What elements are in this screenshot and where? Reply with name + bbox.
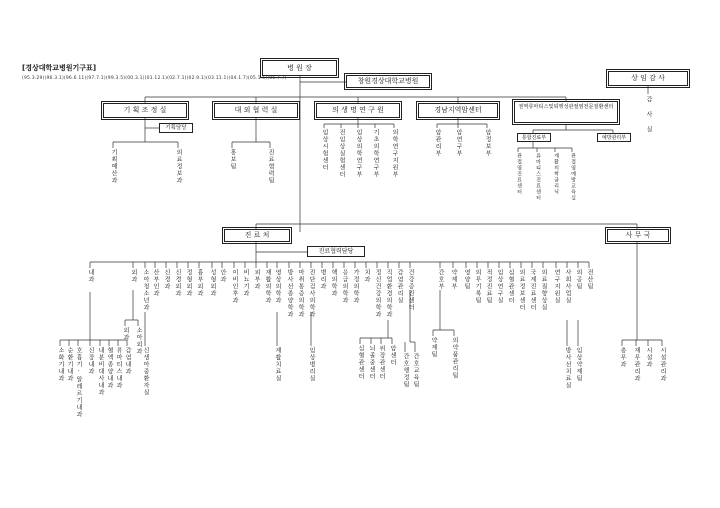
planning-child-1: 기획예산과 xyxy=(110,149,117,184)
dept-31: 의무기록팀 xyxy=(474,269,481,304)
dept-12: 비뇨기과 xyxy=(242,269,249,297)
prevention-box: 예방관리부 xyxy=(597,133,631,142)
dept-18: 진단검사의학과 xyxy=(308,269,315,318)
dept-29: 약제부 xyxy=(450,269,457,290)
dept-5: 신경과 xyxy=(163,269,170,290)
lab-sub: 임상병리실 xyxy=(308,347,315,382)
cancer-child-2: 암연구부 xyxy=(455,129,462,157)
rheum-child-4: 관절염예방교육실 xyxy=(570,153,576,201)
dept-16: 방사선종양학과 xyxy=(286,269,293,318)
dept-32: 적정진료팀 xyxy=(485,269,492,304)
dept-15: 영상의학과 xyxy=(274,269,281,304)
dept-24: 정신건강의학과 xyxy=(374,269,381,318)
external-child-2: 진료협력팀 xyxy=(267,149,274,184)
dept-3: 소아청소년과 xyxy=(142,269,149,311)
admin-office-box: 사 무 국 xyxy=(607,229,669,242)
research-child-2: 전임상실험센터 xyxy=(338,129,345,178)
cancer-center-box: 경남지역암센터 xyxy=(418,103,498,118)
rheum-child-2: 류마티스진료센터 xyxy=(535,153,541,201)
dept-39: 사회사업실 xyxy=(564,269,571,304)
admin-child-1: 총무과 xyxy=(619,347,626,368)
dept-27: 건강증진센터 xyxy=(407,269,414,311)
director-box: 병 원 장 xyxy=(262,60,337,76)
revision-history: (95.3.29)(96.3.1)(96.6.11)(97.7.1)(99.3.5)(00.3.1)(01.12.1)(02.7.1)(02.9.1)(03.11.1)(04.1.7)(05.1.5)(05.7.7) xyxy=(22,76,287,81)
dept-38: 연구지원실 xyxy=(553,269,560,304)
dept-41: 전산팀 xyxy=(586,269,593,290)
pediatric-sub: 신생아중환자실 xyxy=(142,347,149,396)
rehab-sub: 재활치료실 xyxy=(274,347,281,382)
audit-box: 상 임 감 사 xyxy=(608,71,688,86)
dept-9: 성형외과 xyxy=(209,269,216,297)
dept-26: 감염관리실 xyxy=(396,269,403,304)
admin-child-2: 재무관리과 xyxy=(633,347,640,382)
right-long-sub: 임상약제팀 xyxy=(575,347,582,382)
clinic-office-box: 진 료 처 xyxy=(224,229,290,242)
admin-child-4: 시설관리과 xyxy=(659,347,666,382)
dept-10: 안과 xyxy=(219,269,226,283)
research-child-5: 의학연구지원부 xyxy=(391,129,398,178)
research-child-1: 임상시험센터 xyxy=(321,129,328,171)
dept-14: 재활의학과 xyxy=(264,269,271,304)
external-office-box: 대 외 협 력 실 xyxy=(214,103,298,118)
audit-office: 감 사 실 xyxy=(645,96,652,133)
dept-2: 외과 xyxy=(130,269,137,283)
surgery-sub-2: 소아외과 xyxy=(135,327,142,355)
misc-center-3: 위장관센터 xyxy=(378,345,385,380)
surgery-sub-1: 외과 xyxy=(122,327,129,341)
changwon-hospital-box: 창원경상대학교병원 xyxy=(346,75,430,88)
dept-25: 직업환경의학과 xyxy=(385,269,392,318)
chart-title: [경상대학교병원기구표] xyxy=(22,64,97,72)
misc-center-2: 뇌졸중센터 xyxy=(368,345,375,380)
research-child-4: 기초의학연구부 xyxy=(372,129,379,178)
misc-center-4: 암센터 xyxy=(389,345,396,366)
planning-office-box: 기 획 조 정 실 xyxy=(103,103,187,118)
integrated-care-box: 통합진료부 xyxy=(517,133,551,142)
im-sub-7: 류마티스내과 xyxy=(115,347,122,389)
im-sub-3: 호흡기·알레르기내과 xyxy=(75,347,82,418)
dept-22: 가정의학과 xyxy=(352,269,359,304)
im-sub-6: 혈액종양내과 xyxy=(106,347,113,389)
pharmacy-sub-1: 약제팀 xyxy=(430,337,437,358)
research-institute-box: 의 생 명 연 구 원 xyxy=(316,103,400,118)
dept-1: 내과 xyxy=(87,269,94,283)
external-child-1: 홍보팀 xyxy=(229,149,236,170)
dept-4: 산부인과 xyxy=(152,269,159,297)
cancer-child-1: 암관리부 xyxy=(434,129,441,157)
dept-36: 국제진료센터 xyxy=(529,269,536,311)
im-sub-8: 감염내과 xyxy=(124,347,131,375)
nursing-sub-2: 간호교육팀 xyxy=(412,353,419,388)
dept-23: 치과 xyxy=(363,269,370,283)
dept-6: 신경외과 xyxy=(174,269,181,297)
rheum-child-1: 관절염진료센터 xyxy=(516,153,522,195)
dept-8: 흉부외과 xyxy=(196,269,203,297)
im-sub-5: 내분비대사내과 xyxy=(97,347,104,396)
research-child-3: 임상의학연구부 xyxy=(355,129,362,178)
cancer-child-3: 암정보부 xyxy=(484,129,491,157)
dept-7: 정형외과 xyxy=(185,269,192,297)
dept-34: 심혈관센터 xyxy=(507,269,514,304)
planning-child-2: 의료정보과 xyxy=(175,149,182,184)
im-sub-4: 신장내과 xyxy=(87,347,94,375)
im-sub-1: 소화기내과 xyxy=(57,347,64,382)
radiation-sub: 방사선치료실 xyxy=(564,347,571,389)
dept-33: 임상연구실 xyxy=(496,269,503,304)
dept-40: 의공팀 xyxy=(575,269,582,290)
dept-11: 이비인후과 xyxy=(231,269,238,304)
dept-19: 병리과 xyxy=(319,269,326,290)
pharmacy-sub-2: 의약품관리팀 xyxy=(451,337,458,379)
dept-20: 핵의학과 xyxy=(330,269,337,297)
misc-center-1: 심혈관센터 xyxy=(357,345,364,380)
im-sub-2: 순환기내과 xyxy=(66,347,73,382)
dept-13: 피부과 xyxy=(253,269,260,290)
rheum-child-3: 재활의학클리닉 xyxy=(553,153,559,195)
admin-child-3: 시설과 xyxy=(645,347,652,368)
clinic-coop-box: 진료협력담당 xyxy=(307,246,365,257)
dept-28: 간호부 xyxy=(437,269,444,290)
dept-35: 의료정보센터 xyxy=(518,269,525,311)
dept-21: 응급의학과 xyxy=(341,269,348,304)
planning-sub-box: 기획담당 xyxy=(159,123,193,133)
dept-30: 영양팀 xyxy=(463,269,470,290)
nursing-sub-1: 간호행정팀 xyxy=(402,353,409,388)
dept-37: 의료질향상실 xyxy=(540,269,547,311)
rheumatism-center-box: 권역류마티스및퇴행성관절염전문질환센터 xyxy=(514,101,618,123)
dept-17: 마취통증의학과 xyxy=(297,269,304,318)
